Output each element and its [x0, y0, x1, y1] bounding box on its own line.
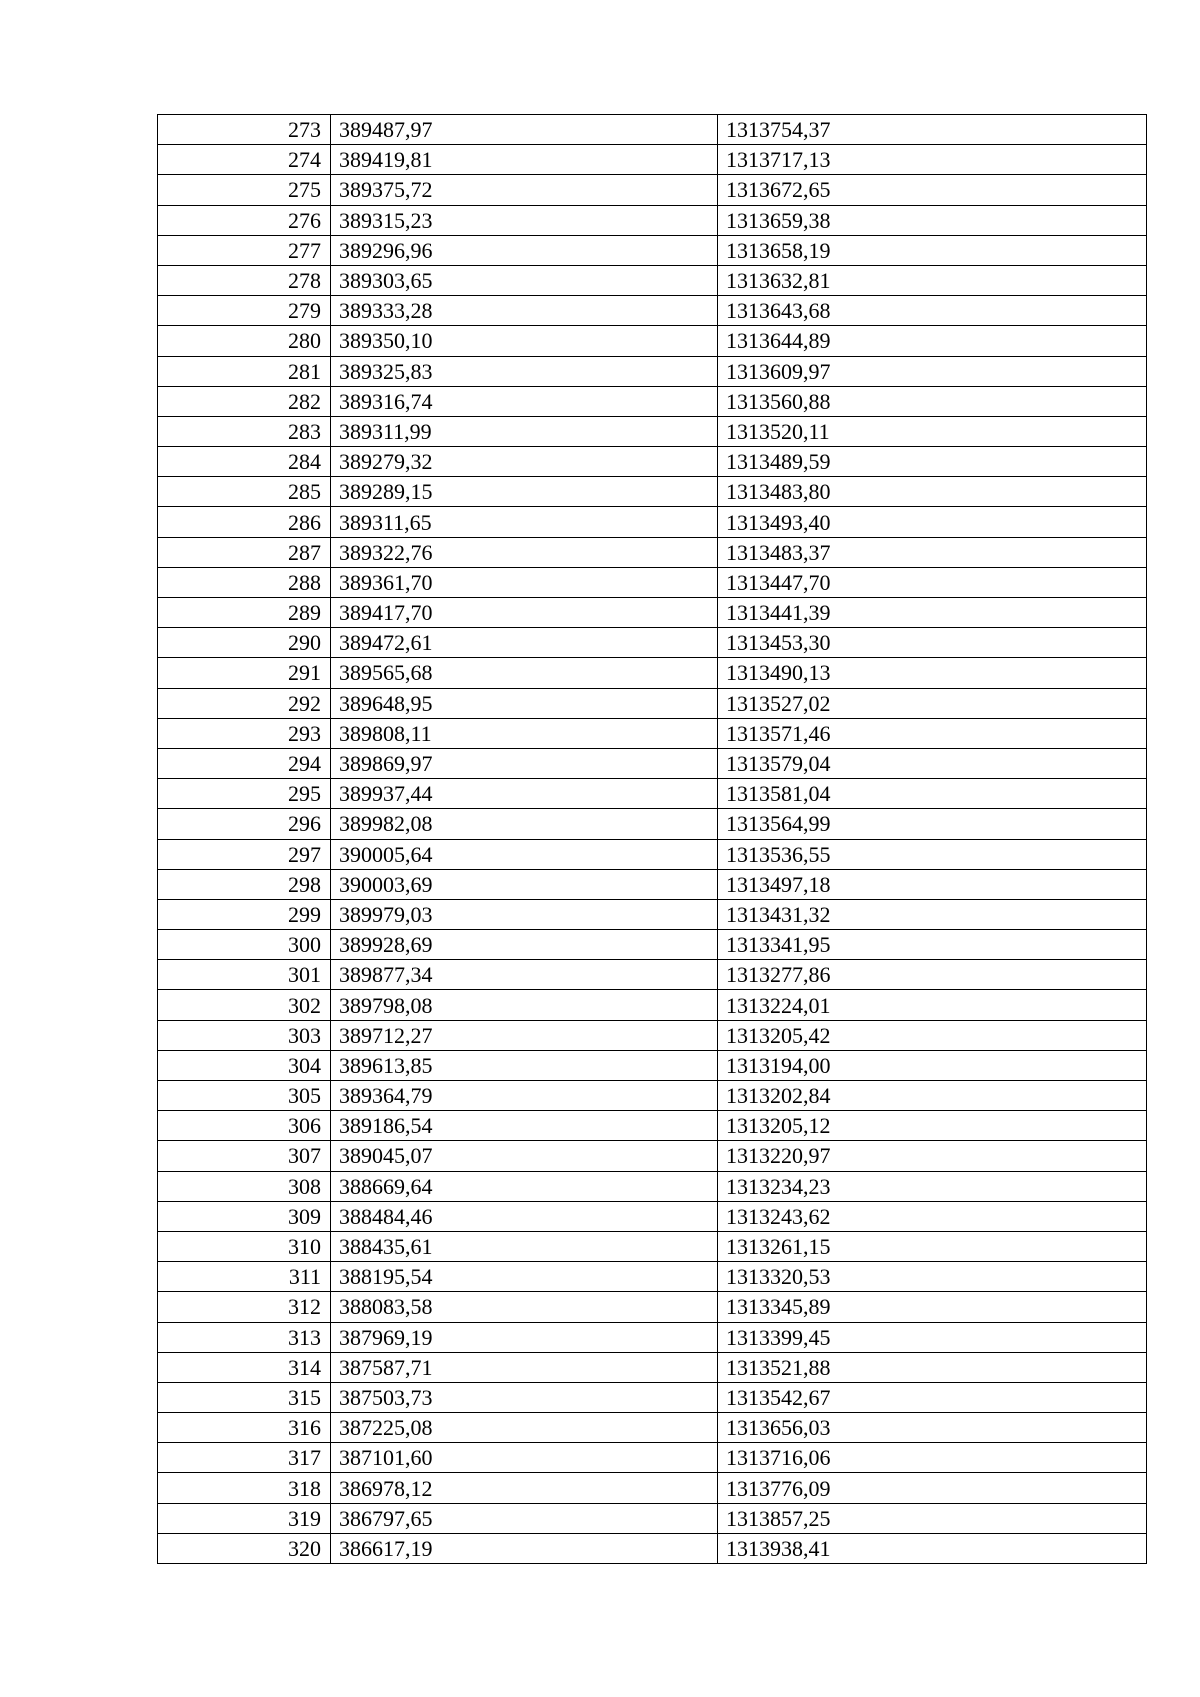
table-row [158, 175, 1147, 205]
y-coordinate: 1313754,37 [718, 115, 1147, 145]
x-coordinate: 388083,58 [331, 1292, 718, 1322]
point-number: 281 [158, 356, 331, 386]
x-coordinate: 389361,70 [331, 567, 718, 597]
table-row [158, 779, 1147, 809]
y-coordinate: 1313643,68 [718, 296, 1147, 326]
point-number: 293 [158, 718, 331, 748]
x-coordinate: 389316,74 [331, 386, 718, 416]
table-row [158, 1081, 1147, 1111]
point-number: 299 [158, 899, 331, 929]
x-coordinate: 388669,64 [331, 1171, 718, 1201]
y-coordinate: 1313320,53 [718, 1262, 1147, 1292]
x-coordinate: 389311,99 [331, 416, 718, 446]
x-coordinate: 389565,68 [331, 658, 718, 688]
point-number: 279 [158, 296, 331, 326]
x-coordinate: 388435,61 [331, 1231, 718, 1261]
y-coordinate: 1313520,11 [718, 416, 1147, 446]
table-row [158, 537, 1147, 567]
point-number: 291 [158, 658, 331, 688]
y-coordinate: 1313644,89 [718, 326, 1147, 356]
x-coordinate: 389279,32 [331, 447, 718, 477]
x-coordinate: 389350,10 [331, 326, 718, 356]
coordinates-table-body [158, 115, 1147, 1564]
table-row [158, 265, 1147, 295]
x-coordinate: 389375,72 [331, 175, 718, 205]
table-row [158, 1352, 1147, 1382]
table-row [158, 1201, 1147, 1231]
table-row [158, 598, 1147, 628]
x-coordinate: 388195,54 [331, 1262, 718, 1292]
point-number: 306 [158, 1111, 331, 1141]
y-coordinate: 1313341,95 [718, 930, 1147, 960]
x-coordinate: 389613,85 [331, 1050, 718, 1080]
x-coordinate: 387225,08 [331, 1413, 718, 1443]
point-number: 288 [158, 567, 331, 597]
table-row [158, 899, 1147, 929]
point-number: 316 [158, 1413, 331, 1443]
y-coordinate: 1313579,04 [718, 748, 1147, 778]
x-coordinate: 387587,71 [331, 1352, 718, 1382]
y-coordinate: 1313345,89 [718, 1292, 1147, 1322]
x-coordinate: 387101,60 [331, 1443, 718, 1473]
x-coordinate: 389303,65 [331, 265, 718, 295]
point-number: 312 [158, 1292, 331, 1322]
y-coordinate: 1313497,18 [718, 869, 1147, 899]
y-coordinate: 1313205,12 [718, 1111, 1147, 1141]
x-coordinate: 389712,27 [331, 1020, 718, 1050]
point-number: 318 [158, 1473, 331, 1503]
y-coordinate: 1313489,59 [718, 447, 1147, 477]
x-coordinate: 389417,70 [331, 598, 718, 628]
y-coordinate: 1313857,25 [718, 1503, 1147, 1533]
x-coordinate: 389937,44 [331, 779, 718, 809]
table-row [158, 1533, 1147, 1563]
point-number: 285 [158, 477, 331, 507]
x-coordinate: 389311,65 [331, 507, 718, 537]
x-coordinate: 387969,19 [331, 1322, 718, 1352]
point-number: 314 [158, 1352, 331, 1382]
x-coordinate: 390003,69 [331, 869, 718, 899]
x-coordinate: 389045,07 [331, 1141, 718, 1171]
point-number: 313 [158, 1322, 331, 1352]
y-coordinate: 1313220,97 [718, 1141, 1147, 1171]
table-row [158, 356, 1147, 386]
table-row [158, 386, 1147, 416]
point-number: 294 [158, 748, 331, 778]
point-number: 290 [158, 628, 331, 658]
point-number: 278 [158, 265, 331, 295]
y-coordinate: 1313632,81 [718, 265, 1147, 295]
table-row [158, 658, 1147, 688]
table-row [158, 930, 1147, 960]
y-coordinate: 1313609,97 [718, 356, 1147, 386]
y-coordinate: 1313490,13 [718, 658, 1147, 688]
y-coordinate: 1313656,03 [718, 1413, 1147, 1443]
y-coordinate: 1313672,65 [718, 175, 1147, 205]
table-row [158, 1473, 1147, 1503]
coordinates-table [157, 114, 1147, 1564]
y-coordinate: 1313234,23 [718, 1171, 1147, 1201]
table-row [158, 326, 1147, 356]
table-row [158, 567, 1147, 597]
x-coordinate: 386978,12 [331, 1473, 718, 1503]
y-coordinate: 1313202,84 [718, 1081, 1147, 1111]
point-number: 283 [158, 416, 331, 446]
point-number: 303 [158, 1020, 331, 1050]
point-number: 305 [158, 1081, 331, 1111]
point-number: 295 [158, 779, 331, 809]
x-coordinate: 389315,23 [331, 205, 718, 235]
table-row [158, 960, 1147, 990]
point-number: 289 [158, 598, 331, 628]
table-row [158, 296, 1147, 326]
point-number: 319 [158, 1503, 331, 1533]
point-number: 308 [158, 1171, 331, 1201]
point-number: 317 [158, 1443, 331, 1473]
x-coordinate: 386617,19 [331, 1533, 718, 1563]
point-number: 296 [158, 809, 331, 839]
y-coordinate: 1313658,19 [718, 235, 1147, 265]
y-coordinate: 1313521,88 [718, 1352, 1147, 1382]
table-row [158, 1050, 1147, 1080]
y-coordinate: 1313483,37 [718, 537, 1147, 567]
table-row [158, 235, 1147, 265]
point-number: 286 [158, 507, 331, 537]
table-row [158, 205, 1147, 235]
x-coordinate: 386797,65 [331, 1503, 718, 1533]
y-coordinate: 1313194,00 [718, 1050, 1147, 1080]
point-number: 277 [158, 235, 331, 265]
point-number: 284 [158, 447, 331, 477]
y-coordinate: 1313224,01 [718, 990, 1147, 1020]
table-row [158, 718, 1147, 748]
point-number: 300 [158, 930, 331, 960]
table-row [158, 748, 1147, 778]
table-row [158, 477, 1147, 507]
x-coordinate: 387503,73 [331, 1382, 718, 1412]
y-coordinate: 1313717,13 [718, 145, 1147, 175]
point-number: 287 [158, 537, 331, 567]
table-row [158, 1020, 1147, 1050]
point-number: 280 [158, 326, 331, 356]
table-row [158, 688, 1147, 718]
y-coordinate: 1313542,67 [718, 1382, 1147, 1412]
y-coordinate: 1313527,02 [718, 688, 1147, 718]
table-row [158, 869, 1147, 899]
table-row [158, 809, 1147, 839]
point-number: 273 [158, 115, 331, 145]
point-number: 307 [158, 1141, 331, 1171]
point-number: 298 [158, 869, 331, 899]
y-coordinate: 1313560,88 [718, 386, 1147, 416]
x-coordinate: 389289,15 [331, 477, 718, 507]
table-row [158, 1322, 1147, 1352]
table-row [158, 1292, 1147, 1322]
y-coordinate: 1313493,40 [718, 507, 1147, 537]
x-coordinate: 388484,46 [331, 1201, 718, 1231]
point-number: 292 [158, 688, 331, 718]
x-coordinate: 389472,61 [331, 628, 718, 658]
point-number: 274 [158, 145, 331, 175]
x-coordinate: 389487,97 [331, 115, 718, 145]
table-row [158, 990, 1147, 1020]
table-row [158, 1111, 1147, 1141]
x-coordinate: 389419,81 [331, 145, 718, 175]
point-number: 320 [158, 1533, 331, 1563]
y-coordinate: 1313399,45 [718, 1322, 1147, 1352]
y-coordinate: 1313205,42 [718, 1020, 1147, 1050]
x-coordinate: 389186,54 [331, 1111, 718, 1141]
x-coordinate: 389982,08 [331, 809, 718, 839]
x-coordinate: 389648,95 [331, 688, 718, 718]
x-coordinate: 389364,79 [331, 1081, 718, 1111]
y-coordinate: 1313536,55 [718, 839, 1147, 869]
x-coordinate: 390005,64 [331, 839, 718, 869]
table-row [158, 1443, 1147, 1473]
point-number: 282 [158, 386, 331, 416]
table-row [158, 839, 1147, 869]
table-row [158, 628, 1147, 658]
x-coordinate: 389325,83 [331, 356, 718, 386]
x-coordinate: 389333,28 [331, 296, 718, 326]
point-number: 309 [158, 1201, 331, 1231]
y-coordinate: 1313277,86 [718, 960, 1147, 990]
y-coordinate: 1313453,30 [718, 628, 1147, 658]
table-row [158, 1413, 1147, 1443]
y-coordinate: 1313659,38 [718, 205, 1147, 235]
table-row [158, 115, 1147, 145]
x-coordinate: 389296,96 [331, 235, 718, 265]
y-coordinate: 1313938,41 [718, 1533, 1147, 1563]
point-number: 302 [158, 990, 331, 1020]
table-row [158, 1262, 1147, 1292]
point-number: 315 [158, 1382, 331, 1412]
x-coordinate: 389322,76 [331, 537, 718, 567]
table-row [158, 1231, 1147, 1261]
x-coordinate: 389798,08 [331, 990, 718, 1020]
table-row [158, 416, 1147, 446]
point-number: 304 [158, 1050, 331, 1080]
table-row [158, 507, 1147, 537]
point-number: 311 [158, 1262, 331, 1292]
y-coordinate: 1313261,15 [718, 1231, 1147, 1261]
x-coordinate: 389808,11 [331, 718, 718, 748]
point-number: 310 [158, 1231, 331, 1261]
y-coordinate: 1313716,06 [718, 1443, 1147, 1473]
y-coordinate: 1313431,32 [718, 899, 1147, 929]
x-coordinate: 389979,03 [331, 899, 718, 929]
y-coordinate: 1313581,04 [718, 779, 1147, 809]
y-coordinate: 1313441,39 [718, 598, 1147, 628]
x-coordinate: 389928,69 [331, 930, 718, 960]
y-coordinate: 1313447,70 [718, 567, 1147, 597]
point-number: 275 [158, 175, 331, 205]
y-coordinate: 1313243,62 [718, 1201, 1147, 1231]
point-number: 301 [158, 960, 331, 990]
y-coordinate: 1313564,99 [718, 809, 1147, 839]
y-coordinate: 1313571,46 [718, 718, 1147, 748]
table-row [158, 1382, 1147, 1412]
table-row [158, 1141, 1147, 1171]
y-coordinate: 1313483,80 [718, 477, 1147, 507]
table-row [158, 1171, 1147, 1201]
point-number: 297 [158, 839, 331, 869]
y-coordinate: 1313776,09 [718, 1473, 1147, 1503]
x-coordinate: 389869,97 [331, 748, 718, 778]
point-number: 276 [158, 205, 331, 235]
table-row [158, 447, 1147, 477]
x-coordinate: 389877,34 [331, 960, 718, 990]
table-row [158, 1503, 1147, 1533]
table-row [158, 145, 1147, 175]
